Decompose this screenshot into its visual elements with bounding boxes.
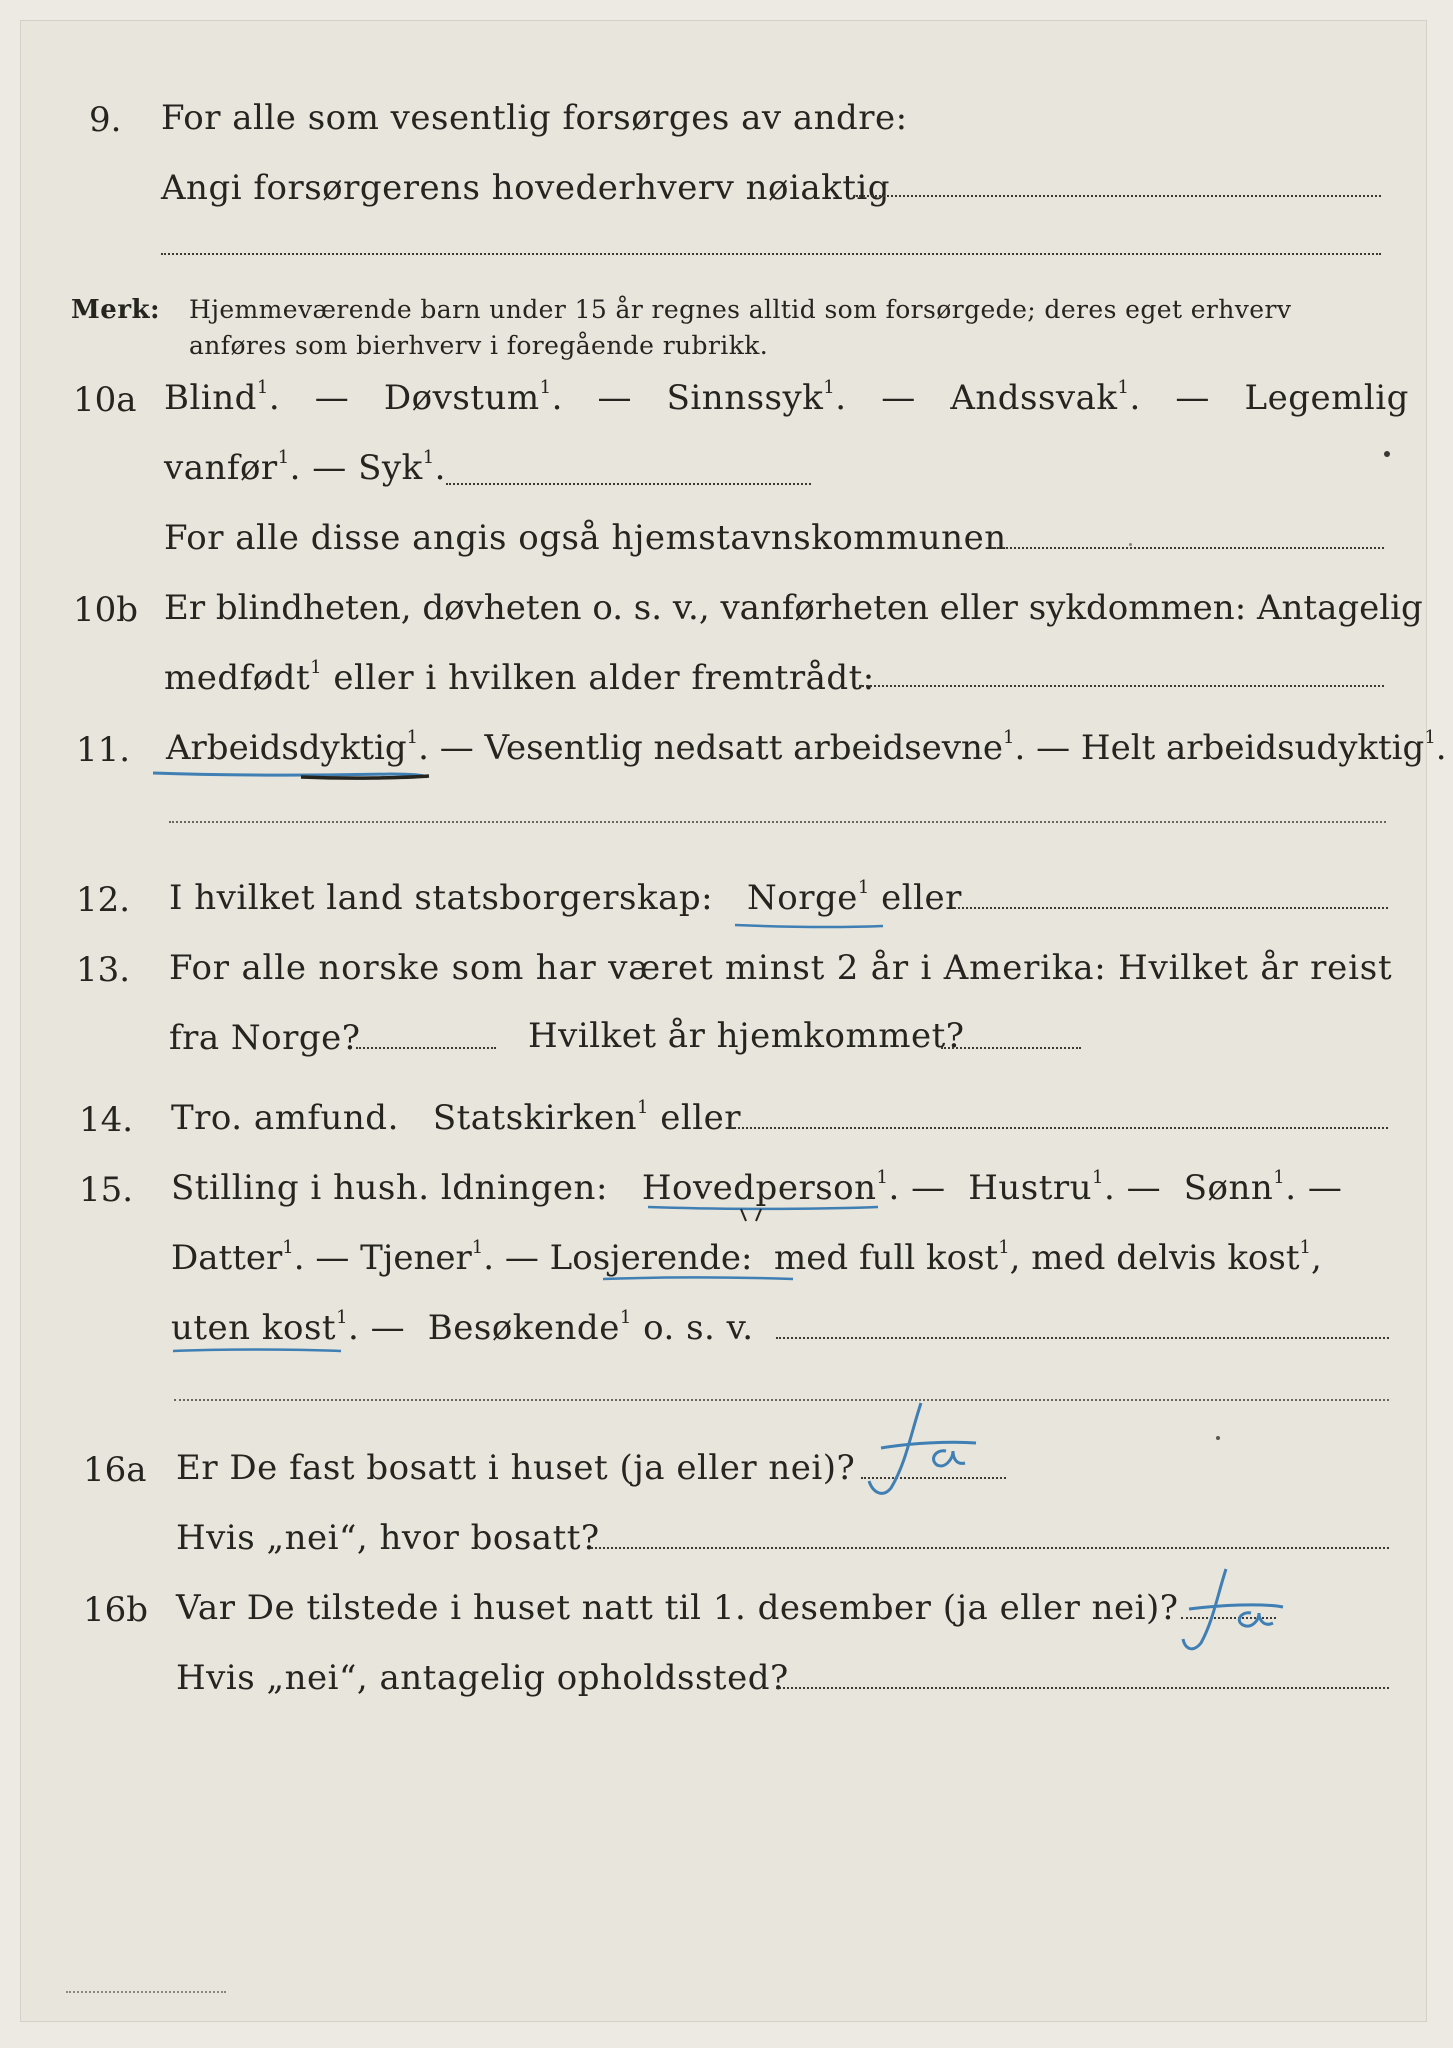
underline-losjerende [601,1271,801,1287]
q13-return-label: Hvilket år hjemkommet? [528,1016,965,1056]
q16a-residence-label: Hvis „nei“, hvor bosatt? [176,1518,600,1558]
merk-label: Merk: [71,295,161,325]
q12-answer-line[interactable] [953,907,1388,909]
option-nedsatt-arbeidsevne[interactable]: Vesentlig nedsatt arbeidsevne [484,728,1004,768]
underline-hovedperson [646,1199,886,1225]
handwritten-answer-16a [861,1393,1021,1503]
footer-smudge [66,1991,226,1993]
q11-options: Arbeidsdyktig$^1$. — Vesentlig nedsatt arbeidsevne$^1$. — Helt arbeidsudyktig$^1$. [166,727,1447,768]
q9-answer-line[interactable] [856,195,1381,197]
option-sonn[interactable]: Sønn [1183,1168,1274,1208]
underline-uten-kost [171,1343,351,1359]
option-full-kost[interactable]: med full kost [774,1238,999,1278]
merk-note-line1: Hjemmeværende barn under 15 år regnes alltid som forsørgede; deres eget erhverv [189,295,1292,324]
option-datter[interactable]: Datter [171,1238,283,1278]
q15-number: 15. [79,1170,134,1210]
merk-note-line2: anføres som bierhverv i foregående rubrikk. [189,331,769,360]
q13-departure-year-line[interactable] [356,1047,496,1049]
q15-answer-line[interactable] [776,1337,1389,1339]
q13-departure-label: fra Norge? [169,1018,361,1058]
paper-speck [1384,451,1390,457]
q16a-number: 16a [83,1450,147,1490]
q14-answer-line[interactable] [726,1127,1388,1129]
paper-speck [1216,1436,1220,1440]
option-uten-kost[interactable]: uten kost [171,1308,337,1348]
option-statskirken[interactable]: Statskirken [432,1098,638,1138]
underline-norge [733,919,893,935]
q15-line2: Datter$^1$. — Tjener$^1$. — Losjerende: med full kost$^1$, med delvis kost$^1$, [171,1237,1322,1278]
q13-question: For alle norske som har været minst 2 år i Amerika: Hvilket år reist [169,948,1393,988]
option-hovedperson[interactable]: Hovedperson [641,1168,877,1208]
q16b-number: 16b [83,1590,149,1630]
q9-answer-line-2[interactable] [161,253,1381,255]
q9-question: For alle som vesentlig forsørges av andre: [161,98,908,138]
q11-answer-line[interactable] [169,821,1386,823]
option-dovstum[interactable]: Døvstum [383,378,540,418]
q10a-options-line2: vanfør$^1$. — Syk$^1$. [164,447,446,488]
option-hustru[interactable]: Hustru [968,1168,1093,1208]
option-vanfor[interactable]: vanfør [164,448,278,488]
option-legemlig[interactable]: Legemlig [1244,378,1409,418]
option-tjener[interactable]: Tjener [360,1238,472,1278]
q16b-whereabouts-line[interactable] [776,1687,1389,1689]
q10b-question: Er blindheten, døvheten o. s. v., vanførheten eller sykdommen: Antagelig [164,588,1423,628]
q9-provider-occupation-label: Angi forsørgerens hovederhverv nøiaktig [161,168,891,208]
q14-number: 14. [79,1100,134,1140]
q15-answer-line-2[interactable] [174,1399,1389,1401]
option-syk[interactable]: Syk [358,448,423,488]
q15-line1: Stilling i hush. ldningen: Hovedperson$^1$. — Hustru$^1$. — Sønn$^1$. — [171,1167,1343,1208]
option-delvis-kost[interactable]: med delvis kost [1031,1238,1300,1278]
q12-number: 12. [76,880,131,920]
paper-speck [1129,543,1132,546]
q10a-answer-line[interactable] [446,483,811,485]
q12-question: I hvilket land statsborgerskap: Norge$^1$ eller [169,877,962,918]
q10a-options-line1: Blind$^1$. — Døvstum$^1$. — Sinnssyk$^1$. — Andssvak$^1$. — Legemlig [164,377,1409,418]
option-norge[interactable]: Norge [747,878,858,918]
q14-question: Tro. amfund. Statskirken$^1$ eller [171,1097,742,1138]
q10a-number: 10a [73,380,137,420]
q10a-home-municipality-label: For alle disse angis også hjemstavnskommunen [164,518,1007,558]
q9-number: 9. [89,100,122,140]
census-form-page [20,20,1447,2022]
option-arbeidsdyktig[interactable]: Arbeidsdyktig [166,728,407,768]
option-sinnssyk[interactable]: Sinnssyk [666,378,824,418]
q10b-number: 10b [73,590,139,630]
option-losjerende[interactable]: Losjerende: [549,1238,753,1278]
q10b-answer-line[interactable] [859,685,1384,687]
option-arbeidsudyktig[interactable]: Helt arbeidsudyktig [1080,728,1425,768]
option-medfodt[interactable]: medfødt [164,658,311,698]
option-besokende[interactable]: Besøkende [427,1308,620,1348]
q15-line3: uten kost$^1$. — Besøkende$^1$ o. s. v. [171,1307,754,1348]
handwritten-answer-16b [1171,1561,1321,1661]
option-andssvak[interactable]: Andssvak [950,378,1118,418]
q13-number: 13. [76,950,131,990]
q16a-question: Er De fast bosatt i huset (ja eller nei)? [176,1448,856,1488]
q16b-question: Var De tilstede i huset natt til 1. desember (ja eller nei)? [176,1588,1179,1628]
underline-arbeidsdyktig [151,763,431,783]
q11-number: 11. [76,730,131,770]
q10a-municipality-line[interactable] [991,547,1384,549]
q16a-residence-line[interactable] [591,1547,1389,1549]
q16b-whereabouts-label: Hvis „nei“, antagelig opholdssted? [176,1658,789,1698]
option-blind[interactable]: Blind [164,378,257,418]
q10b-line2: medfødt$^1$ eller i hvilken alder fremtrådt: [164,657,875,698]
q13-return-year-line[interactable] [941,1047,1081,1049]
